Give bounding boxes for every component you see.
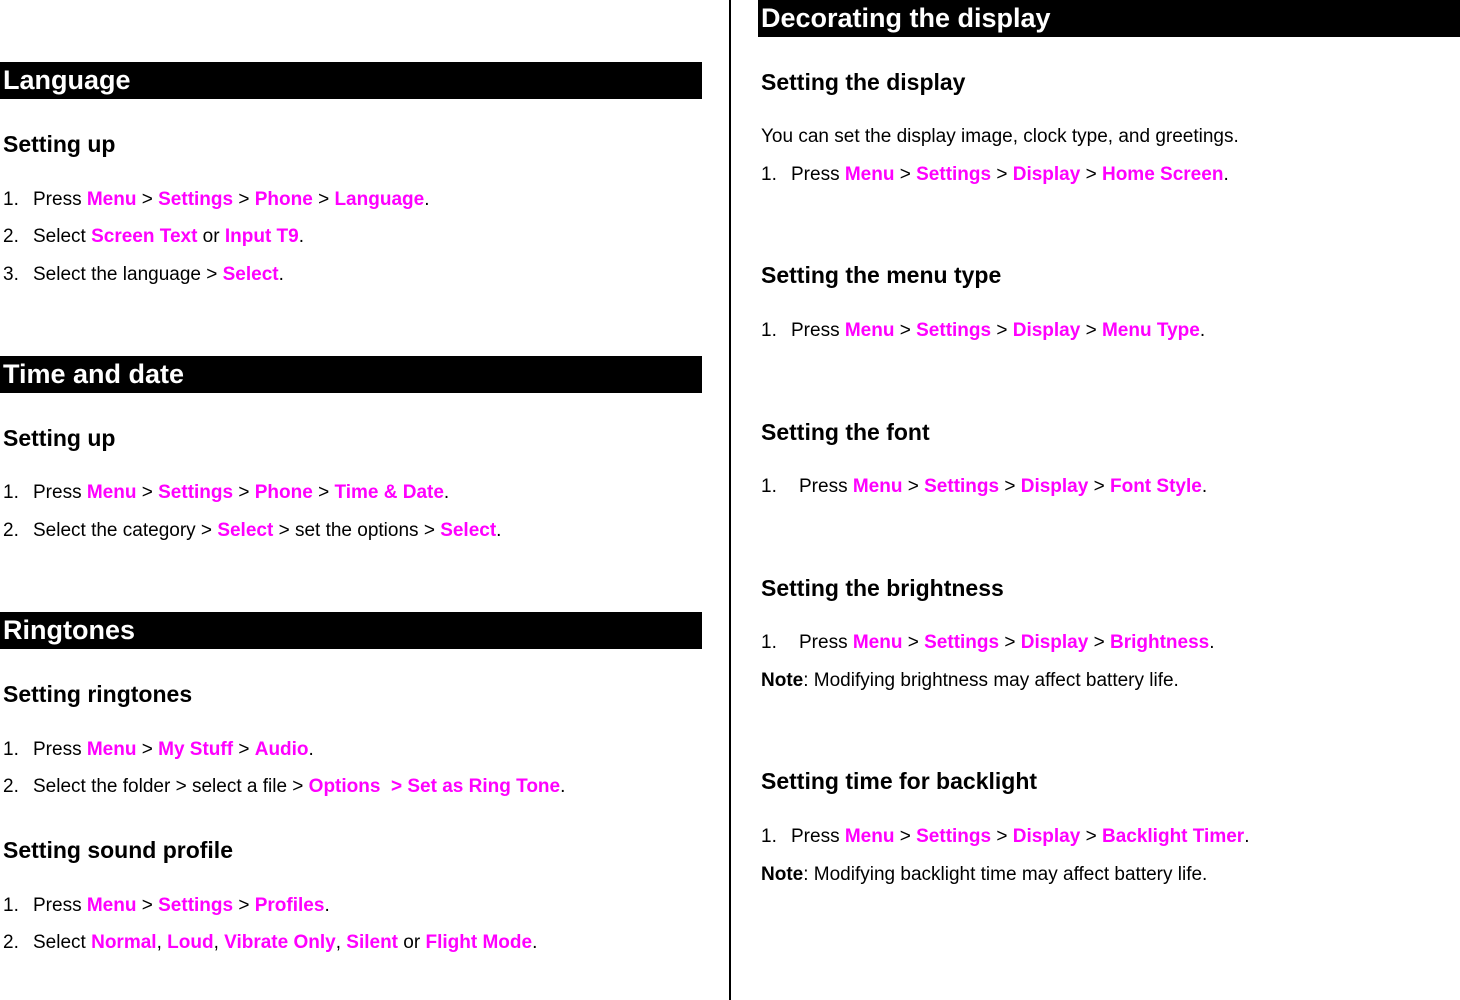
step-text: . [1209, 632, 1215, 653]
step-text: > [233, 739, 255, 760]
step-number: 2. [3, 776, 19, 797]
step-text: > [312, 189, 335, 210]
menu-type-keyword: Menu Type [1101, 320, 1200, 341]
phone-keyword: Phone [254, 482, 313, 503]
step-text: > [233, 895, 255, 916]
select-keyword: Select [217, 520, 274, 541]
step-text: > [902, 632, 925, 653]
column-divider [729, 0, 731, 1000]
step-text: or [398, 932, 426, 953]
step-text: > [894, 826, 917, 847]
step-text: . [298, 226, 305, 247]
step-text: Press [791, 320, 845, 341]
note-text: : Modifying backlight time may affect battery life. [803, 864, 1208, 885]
step-text: . [443, 482, 450, 503]
font-style-keyword: Font Style [1109, 476, 1202, 497]
menu-keyword: Menu [86, 482, 137, 503]
step-number: 1. [3, 895, 19, 916]
step-ringtones-1 [3, 738, 314, 762]
step-text: > [999, 476, 1021, 497]
step-number: 3. [3, 264, 19, 285]
display-keyword: Display [1012, 320, 1081, 341]
step-text: . [324, 895, 330, 916]
step-text: or [197, 226, 225, 247]
step-text: > [1088, 632, 1110, 653]
step-profile-1 [3, 894, 330, 918]
language-keyword: Language [334, 189, 425, 210]
settings-keyword: Settings [916, 826, 992, 847]
settings-keyword: Settings [158, 189, 234, 210]
step-language-1 [3, 188, 429, 212]
subheading-setting-menu-type: Setting the menu type [761, 262, 1002, 288]
step-text: . [1199, 320, 1206, 341]
select-keyword: Select [440, 520, 497, 541]
menu-keyword: Menu [844, 164, 895, 185]
step-number: 2. [3, 520, 19, 541]
step-ringtones-2 [3, 775, 565, 799]
step-text: . [560, 776, 566, 797]
step-number: 1. [3, 739, 19, 760]
display-keyword: Display [1012, 826, 1081, 847]
step-number: 1. [3, 189, 19, 210]
step-text: . [308, 739, 314, 760]
step-text: > [991, 826, 1013, 847]
settings-keyword: Settings [158, 482, 234, 503]
display-keyword: Display [1012, 164, 1081, 185]
subheading-setting-brightness: Setting the brightness [761, 575, 1004, 601]
menu-keyword: Menu [844, 320, 895, 341]
step-display-1 [761, 163, 1229, 187]
step-text: > [136, 739, 159, 760]
step-text: > [233, 189, 255, 210]
step-text: , [156, 932, 168, 953]
step-number: 1. [761, 164, 777, 185]
step-text: Press [33, 189, 87, 210]
phone-keyword: Phone [254, 189, 313, 210]
note-label: Note [761, 670, 804, 691]
loud-keyword: Loud [167, 932, 214, 953]
set-as-ring-tone-keyword: Options > Set as Ring Tone [308, 776, 561, 797]
brightness-note [761, 669, 1179, 693]
step-number: 2. [3, 932, 19, 953]
display-keyword: Display [1020, 632, 1089, 653]
audio-keyword: Audio [254, 739, 309, 760]
step-text: > [136, 895, 159, 916]
section-heading-time-date: Time and date [0, 356, 702, 393]
step-text: > [233, 482, 255, 503]
menu-keyword: Menu [86, 895, 137, 916]
my-stuff-keyword: My Stuff [158, 739, 234, 760]
step-number: 1. [761, 632, 777, 653]
step-text: > [312, 482, 335, 503]
step-text: . [1223, 164, 1229, 185]
step-text: > [902, 476, 925, 497]
menu-keyword: Menu [852, 476, 903, 497]
settings-keyword: Settings [158, 895, 234, 916]
step-text: Select [33, 226, 92, 247]
step-text: Select [33, 932, 92, 953]
note-label: Note [761, 864, 804, 885]
step-font-1 [761, 475, 1207, 499]
screen-text-keyword: Screen Text [91, 226, 198, 247]
subheading-setting-up-language: Setting up [3, 131, 116, 157]
step-time-1 [3, 481, 449, 505]
menu-keyword: Menu [852, 632, 903, 653]
input-t9-keyword: Input T9 [224, 226, 299, 247]
step-text: Press [791, 164, 845, 185]
subheading-setting-sound-profile: Setting sound profile [3, 837, 233, 863]
menu-keyword: Menu [86, 189, 137, 210]
note-text: : Modifying brightness may affect battery life. [803, 670, 1179, 691]
step-text: . [532, 932, 538, 953]
backlight-note [761, 863, 1207, 887]
step-text: Press [799, 476, 853, 497]
step-text: > [991, 320, 1013, 341]
subheading-setting-ringtones: Setting ringtones [3, 681, 193, 707]
step-number: 1. [761, 826, 777, 847]
step-backlight-1 [761, 825, 1249, 849]
step-text: Press [33, 739, 87, 760]
step-text: Press [33, 895, 87, 916]
step-text: . [496, 520, 502, 541]
step-text: , [213, 932, 225, 953]
step-text: > [136, 189, 159, 210]
profiles-keyword: Profiles [254, 895, 325, 916]
menu-keyword: Menu [844, 826, 895, 847]
step-text: , [335, 932, 347, 953]
step-brightness-1 [761, 631, 1215, 655]
step-text: > [999, 632, 1021, 653]
step-text: Press [791, 826, 845, 847]
subheading-setting-up-time: Setting up [3, 425, 116, 451]
step-text: . [1201, 476, 1208, 497]
step-language-2 [3, 225, 304, 249]
subheading-setting-backlight: Setting time for backlight [761, 768, 1038, 794]
subheading-setting-display: Setting the display [761, 69, 966, 95]
normal-keyword: Normal [91, 932, 157, 953]
step-text: > set the options > [273, 520, 441, 541]
step-number: 2. [3, 226, 19, 247]
step-number: 1. [761, 320, 777, 341]
step-text: > [894, 164, 917, 185]
step-number: 1. [761, 476, 777, 497]
step-text: . [278, 264, 284, 285]
vibrate-only-keyword: Vibrate Only [224, 932, 336, 953]
step-text: > [136, 482, 159, 503]
step-text: > [1080, 826, 1102, 847]
display-intro: You can set the display image, clock type, and greetings. [761, 126, 1239, 147]
step-text: Select the category > [33, 520, 218, 541]
step-language-3 [3, 263, 284, 287]
step-number: 1. [3, 482, 19, 503]
settings-keyword: Settings [924, 632, 1000, 653]
step-text: > [1088, 476, 1110, 497]
step-profile-2 [3, 931, 537, 955]
subheading-setting-font: Setting the font [761, 419, 930, 445]
select-keyword: Select [222, 264, 279, 285]
section-heading-ringtones: Ringtones [0, 612, 702, 649]
step-text: > [894, 320, 917, 341]
step-text: > [1080, 164, 1102, 185]
brightness-keyword: Brightness [1109, 632, 1210, 653]
settings-keyword: Settings [924, 476, 1000, 497]
step-text: . [1244, 826, 1250, 847]
section-heading-language: Language [0, 62, 702, 99]
step-menu-type-1 [761, 319, 1205, 343]
home-screen-keyword: Home Screen [1101, 164, 1224, 185]
flight-mode-keyword: Flight Mode [425, 932, 533, 953]
step-text: > [1080, 320, 1102, 341]
step-text: Press [33, 482, 87, 503]
silent-keyword: Silent [346, 932, 399, 953]
step-text: Press [799, 632, 853, 653]
display-keyword: Display [1020, 476, 1089, 497]
step-time-2 [3, 519, 501, 543]
step-text: Select the folder > select a file > [33, 776, 309, 797]
step-text: . [424, 189, 430, 210]
step-text: > [991, 164, 1013, 185]
settings-keyword: Settings [916, 164, 992, 185]
section-heading-decorating-display: Decorating the display [758, 0, 1460, 37]
menu-keyword: Menu [86, 739, 137, 760]
backlight-timer-keyword: Backlight Timer [1101, 826, 1245, 847]
step-text: Select the language > [33, 264, 223, 285]
settings-keyword: Settings [916, 320, 992, 341]
time-date-keyword: Time & Date [334, 482, 444, 503]
